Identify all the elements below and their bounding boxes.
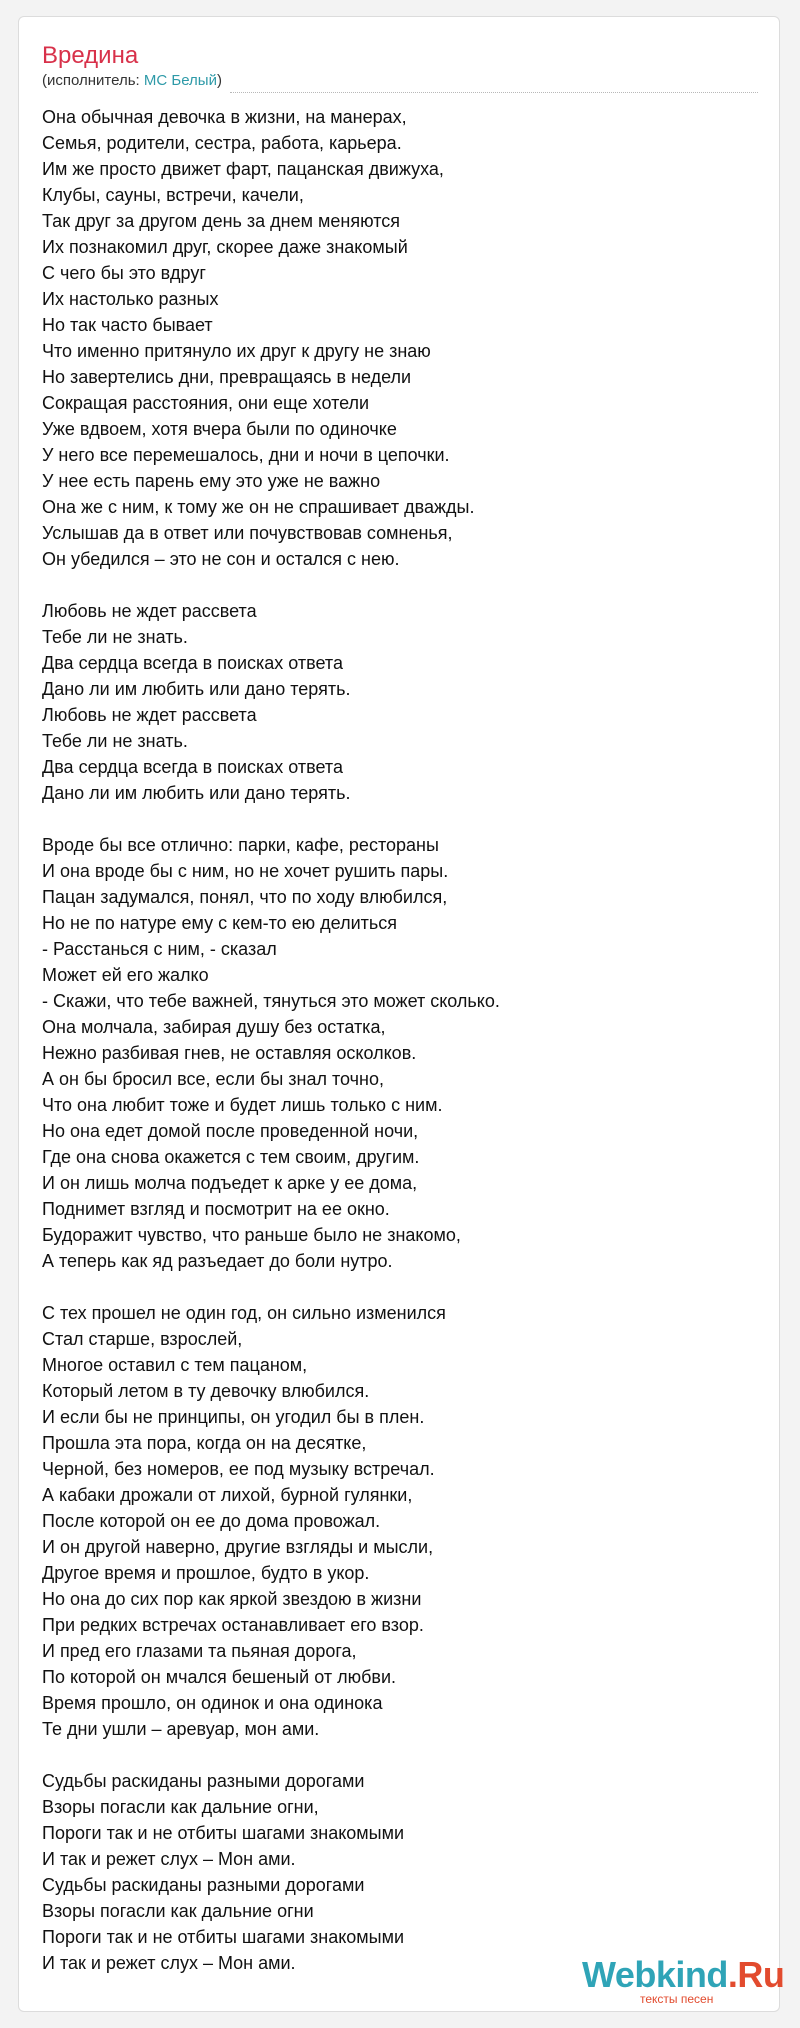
- lyric-line: Дано ли им любить или дано терять.: [42, 783, 351, 803]
- lyric-line: Те дни ушли – аревуар, мон ами.: [42, 1719, 320, 1739]
- lyric-line: Их познакомил друг, скорее даже знакомый: [42, 237, 408, 257]
- lyric-line: Прошла эта пора, когда он на десятке,: [42, 1433, 367, 1453]
- lyric-line: У него все перемешалось, дни и ночи в цепочки.: [42, 445, 450, 465]
- lyrics-stanza: [42, 104, 758, 572]
- logo-tagline: тексты песен: [640, 1992, 714, 2006]
- lyric-line: Пороги так и не отбиты шагами знакомыми: [42, 1927, 405, 1947]
- lyric-line: Но она до сих пор как яркой звездою в жизни: [42, 1589, 422, 1609]
- lyric-line: А теперь как яд разъедает до боли нутро.: [42, 1251, 393, 1271]
- lyric-line: Судьбы раскиданы разными дорогами: [42, 1875, 365, 1895]
- lyric-line: Судьбы раскиданы разными дорогами: [42, 1771, 365, 1791]
- lyric-line: С чего бы это вдруг: [42, 263, 206, 283]
- lyric-line: Два сердца всегда в поисках ответа: [42, 757, 343, 777]
- lyric-line: Время прошло, он одинок и она одинока: [42, 1693, 383, 1713]
- lyrics-stanza: [42, 1768, 758, 1976]
- lyric-line: Пацан задумался, понял, что по ходу влюбился,: [42, 887, 448, 907]
- lyric-line: Два сердца всегда в поисках ответа: [42, 653, 343, 673]
- lyric-line: Что именно притянуло их друг к другу не знаю: [42, 341, 431, 361]
- lyric-line: Любовь не ждет рассвета: [42, 601, 257, 621]
- lyric-line: По которой он мчался бешеный от любви.: [42, 1667, 397, 1687]
- lyric-line: Услышав да в ответ или почувствовав сомненья,: [42, 523, 453, 543]
- lyric-line: Будоражит чувство, что раньше было не знакомо,: [42, 1225, 461, 1245]
- lyric-line: Тебе ли не знать.: [42, 627, 188, 647]
- lyric-line: И он другой наверно, другие взгляды и мысли,: [42, 1537, 434, 1557]
- lyric-line: У нее есть парень ему это уже не важно: [42, 471, 381, 491]
- lyrics-stanza: [42, 1300, 758, 1742]
- lyric-line: Стал старше, взрослей,: [42, 1329, 243, 1349]
- lyric-line: После которой он ее до дома провожал.: [42, 1511, 381, 1531]
- artist-link[interactable]: MC Белый: [143, 72, 217, 89]
- lyric-line: Пороги так и не отбиты шагами знакомыми: [42, 1823, 405, 1843]
- lyric-line: - Скажи, что тебе важней, тянуться это может сколько.: [42, 991, 500, 1011]
- webkind-logo[interactable]: [582, 1954, 785, 2010]
- title-divider: [230, 92, 758, 93]
- lyric-line: Уже вдвоем, хотя вчера были по одиночке: [42, 419, 397, 439]
- lyric-line: Тебе ли не знать.: [42, 731, 188, 751]
- artist-suffix: ): [216, 72, 222, 89]
- lyric-line: Клубы, сауны, встречи, качели,: [42, 185, 304, 205]
- lyric-line: Но не по натуре ему с кем-то ею делиться: [42, 913, 397, 933]
- lyric-line: Им же просто движет фарт, пацанская движуха,: [42, 159, 444, 179]
- lyric-line: И пред его глазами та пьяная дорога,: [42, 1641, 357, 1661]
- lyric-line: Взоры погасли как дальние огни: [42, 1901, 314, 1921]
- lyric-line: Он убедился – это не сон и остался с нею.: [42, 549, 400, 569]
- lyric-line: Но так часто бывает: [42, 315, 213, 335]
- lyric-line: Так друг за другом день за днем меняются: [42, 211, 400, 231]
- lyric-line: Их настолько разных: [42, 289, 219, 309]
- lyrics-stanza: [42, 598, 758, 806]
- lyric-line: Взоры погасли как дальние огни,: [42, 1797, 319, 1817]
- lyric-line: И так и режет слух – Мон ами.: [42, 1953, 296, 1973]
- lyric-line: Дано ли им любить или дано терять.: [42, 679, 351, 699]
- lyric-line: А он бы бросил все, если бы знал точно,: [42, 1069, 384, 1089]
- lyric-line: А кабаки дрожали от лихой, бурной гулянки,: [42, 1485, 413, 1505]
- lyric-line: Но она едет домой после проведенной ночи,: [42, 1121, 419, 1141]
- lyric-line: Который летом в ту девочку влюбился.: [42, 1381, 370, 1401]
- lyric-line: Что она любит тоже и будет лишь только с ним.: [42, 1095, 443, 1115]
- lyric-line: - Расстанься с ним, - сказал: [42, 939, 277, 959]
- lyric-line: И она вроде бы с ним, но не хочет рушить пары.: [42, 861, 449, 881]
- lyric-line: И так и режет слух – Мон ами.: [42, 1849, 296, 1869]
- lyric-line: Но завертелись дни, превращаясь в недели: [42, 367, 412, 387]
- lyric-line: Сокращая расстояния, они еще хотели: [42, 393, 370, 413]
- logo-main-text: Webkind: [582, 1954, 728, 1995]
- lyric-line: Другое время и прошлое, будто в укор.: [42, 1563, 370, 1583]
- song-title: Вредина: [42, 42, 139, 69]
- lyric-line: И если бы не принципы, он угодил бы в плен.: [42, 1407, 425, 1427]
- lyric-line: С тех прошел не один год, он сильно изменился: [42, 1303, 446, 1323]
- lyrics-body: [42, 104, 758, 2002]
- lyric-line: Может ей его жалко: [42, 965, 209, 985]
- lyric-line: Она обычная девочка в жизни, на манерах,: [42, 107, 407, 127]
- artist-line: [42, 72, 222, 89]
- lyric-line: Где она снова окажется с тем своим, другим.: [42, 1147, 420, 1167]
- logo-domain-text: .Ru: [727, 1954, 785, 1995]
- lyric-line: При редких встречах останавливает его взор.: [42, 1615, 424, 1635]
- lyric-line: Она же с ним, к тому же он не спрашивает дважды.: [42, 497, 475, 517]
- lyrics-stanza: [42, 832, 758, 1274]
- lyric-line: Любовь не ждет рассвета: [42, 705, 257, 725]
- lyric-line: Многое оставил с тем пацаном,: [42, 1355, 308, 1375]
- lyric-line: Поднимет взгляд и посмотрит на ее окно.: [42, 1199, 390, 1219]
- lyric-line: Она молчала, забирая душу без остатка,: [42, 1017, 386, 1037]
- artist-prefix: (исполнитель:: [42, 72, 144, 89]
- lyric-line: Семья, родители, сестра, работа, карьера.: [42, 133, 402, 153]
- logo-wordmark: [582, 1954, 784, 1996]
- lyric-line: Нежно разбивая гнев, не оставляя осколков.: [42, 1043, 417, 1063]
- lyric-line: Черной, без номеров, ее под музыку встречал.: [42, 1459, 435, 1479]
- lyric-line: Вроде бы все отлично: парки, кафе, рестораны: [42, 835, 439, 855]
- lyric-line: И он лишь молча подъедет к арке у ее дома,: [42, 1173, 418, 1193]
